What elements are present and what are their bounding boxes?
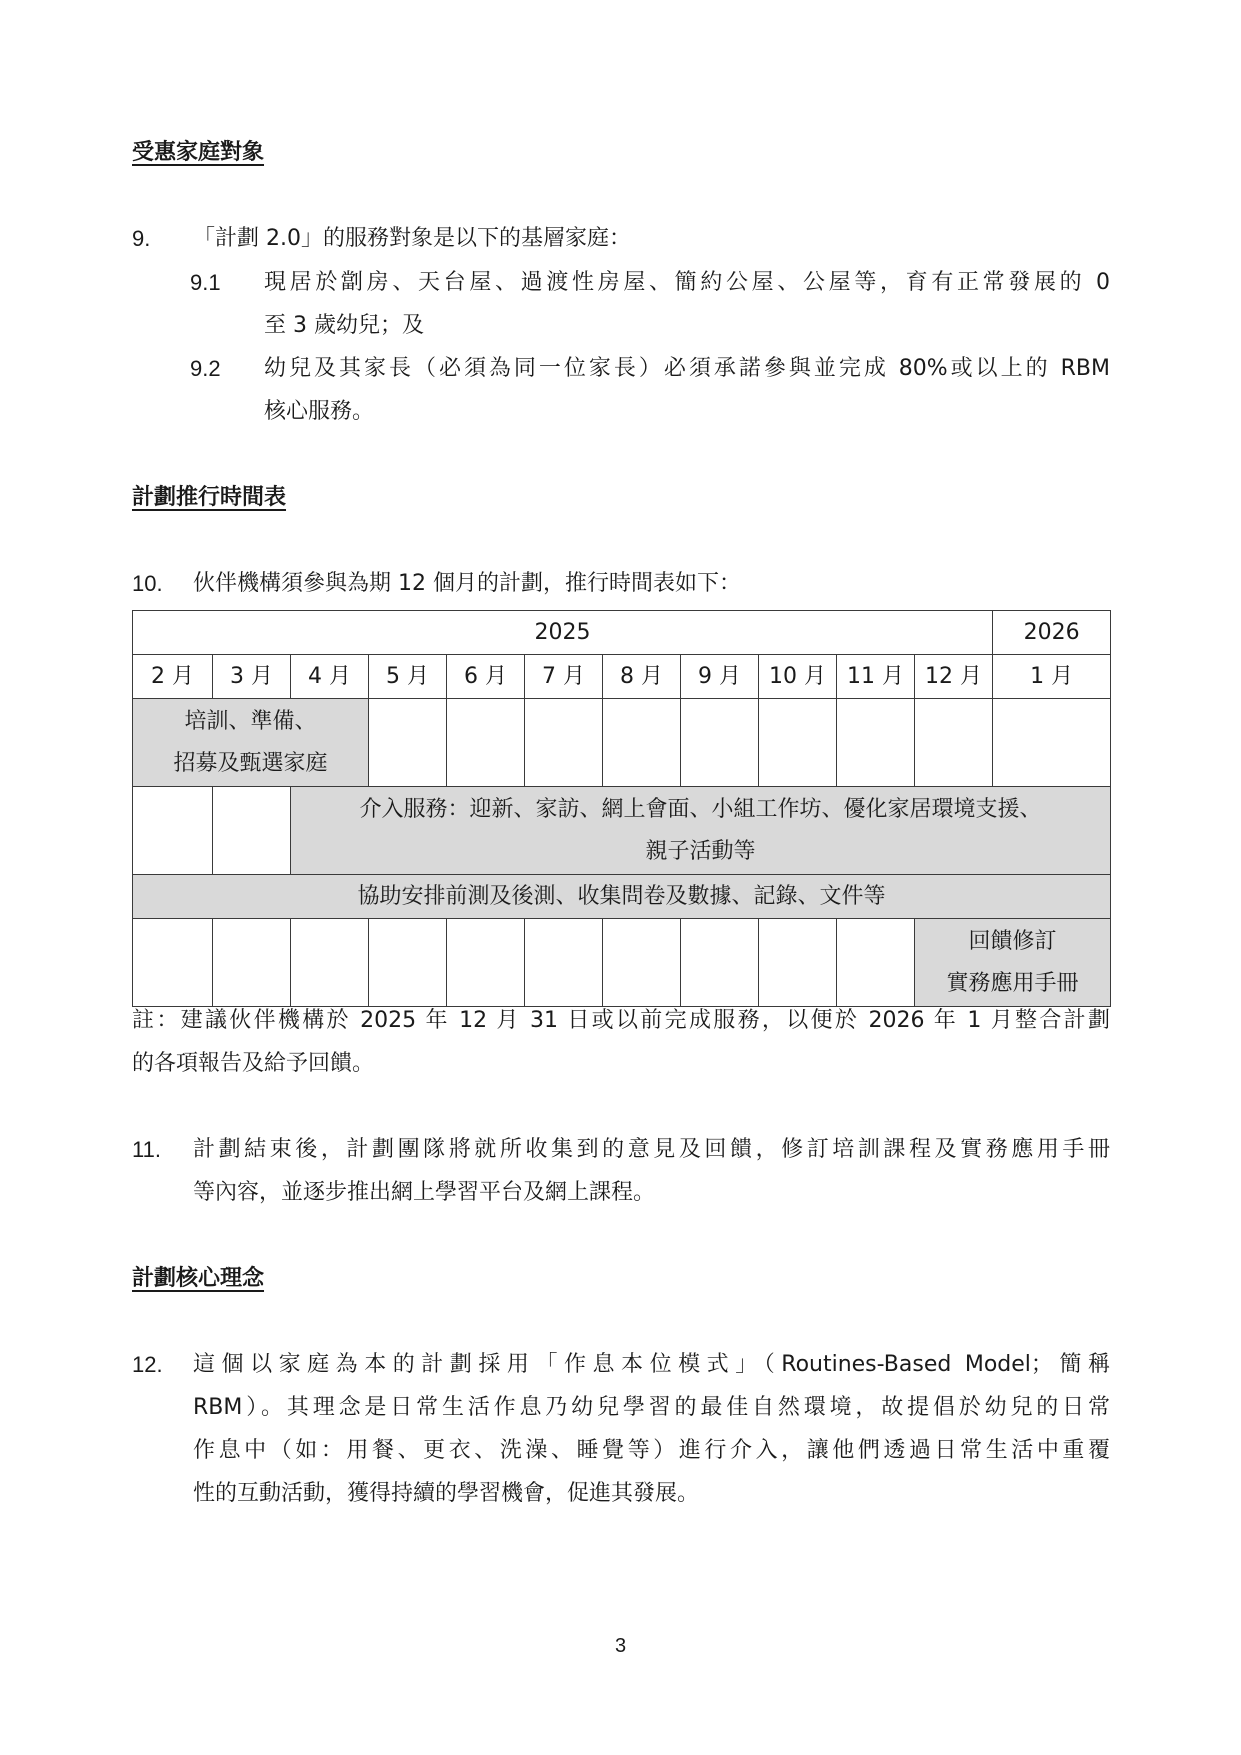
paragraph-text: 伙伴機構須參與為期 12 個月的計劃，推行時間表如下：: [193, 571, 741, 596]
paragraph-text: 作息中（如：用餐、更衣、洗澡、睡覺等）進行介入，讓他們透過日常生活中重覆: [193, 1438, 1110, 1463]
month-header: 7 月: [525, 655, 603, 699]
empty-cell: [603, 919, 681, 1007]
empty-cell: [759, 919, 837, 1007]
month-header: 8 月: [603, 655, 681, 699]
subparagraph-number: 9.1: [190, 270, 221, 295]
timeline-bar-training: [133, 699, 369, 787]
paragraph-text: 這個以家庭為本的計劃採用「作息本位模式」（Routines-Based Model；簡稱: [193, 1352, 1110, 1377]
paragraph-text: 等內容，並逐步推出網上學習平台及網上課程。: [193, 1180, 656, 1205]
year-header-2026: 2026: [993, 611, 1111, 655]
month-header: 12 月: [915, 655, 993, 699]
empty-cell: [447, 919, 525, 1007]
month-header: 11 月: [837, 655, 915, 699]
empty-cell: [133, 787, 213, 875]
empty-cell: [213, 919, 291, 1007]
subparagraph-text: 幼兒及其家長（必須為同一位家長）必須承諾參與並完成 80%或以上的 RBM: [264, 356, 1110, 381]
timeline-bar-label: 介入服務：迎新、家訪、網上會面、小組工作坊、優化家居環境支援、: [359, 796, 1042, 822]
month-header: 2 月: [133, 655, 213, 699]
paragraph-text: 計劃結束後，計劃團隊將就所收集到的意見及回饋，修訂培訓課程及實務應用手冊: [193, 1137, 1110, 1162]
paragraph-number: 10.: [132, 571, 163, 596]
empty-cell: [759, 699, 837, 787]
timeline-bar-feedback: [915, 919, 1111, 1007]
empty-cell: [603, 699, 681, 787]
timeline-bar-assist: 協助安排前測及後測、收集問卷及數據、記錄、文件等: [133, 875, 1111, 919]
paragraph-text: RBM）。其理念是日常生活作息乃幼兒學習的最佳自然環境，故提倡於幼兒的日常: [193, 1395, 1110, 1420]
paragraph-text: 性的互動活動，獲得持續的學習機會，促進其發展。: [193, 1481, 700, 1506]
empty-cell: [681, 919, 759, 1007]
paragraph-number: 11.: [132, 1137, 161, 1162]
paragraph-text: 「計劃 2.0」的服務對象是以下的基層家庭：: [193, 226, 631, 251]
empty-cell: [291, 919, 369, 1007]
empty-cell: [213, 787, 291, 875]
section-heading-timeline: 計劃推行時間表: [132, 485, 287, 510]
empty-cell: [837, 919, 915, 1007]
timeline-bar-label: 親子活動等: [645, 838, 756, 864]
table-note: 的各項報告及給予回饋。: [132, 1051, 375, 1076]
section-heading-beneficiaries: 受惠家庭對象: [132, 140, 265, 165]
empty-cell: [447, 699, 525, 787]
empty-cell: [369, 919, 447, 1007]
subparagraph-text: 核心服務。: [264, 399, 375, 424]
page-number: 3: [614, 1635, 627, 1657]
empty-cell: [837, 699, 915, 787]
year-header-2025: 2025: [133, 611, 993, 655]
timeline-table: [132, 610, 1111, 1007]
empty-cell: [681, 699, 759, 787]
empty-cell: [369, 699, 447, 787]
timeline-bar-label: 招募及甄選家庭: [173, 750, 328, 776]
month-header: 1 月: [993, 655, 1111, 699]
empty-cell: [133, 919, 213, 1007]
paragraph-number: 9.: [132, 226, 151, 251]
empty-cell: [525, 919, 603, 1007]
subparagraph-number: 9.2: [190, 356, 221, 381]
empty-cell: [525, 699, 603, 787]
section-heading-core: 計劃核心理念: [132, 1266, 265, 1291]
month-header: 9 月: [681, 655, 759, 699]
month-header: 3 月: [213, 655, 291, 699]
timeline-bar-label: 培訓、準備、: [184, 708, 317, 734]
month-header: 4 月: [291, 655, 369, 699]
empty-cell: [993, 699, 1111, 787]
month-header: 6 月: [447, 655, 525, 699]
timeline-bar-label: 回饋修訂: [968, 928, 1057, 954]
empty-cell: [915, 699, 993, 787]
paragraph-number: 12.: [132, 1352, 163, 1377]
table-note: 註：建議伙伴機構於 2025 年 12 月 31 日或以前完成服務，以便於 2026 年 1 月整合計劃: [132, 1008, 1110, 1033]
subparagraph-text: 至 3 歲幼兒；及: [264, 313, 424, 338]
month-header: 5 月: [369, 655, 447, 699]
timeline-bar-intervention: [291, 787, 1111, 875]
timeline-bar-label: 實務應用手冊: [946, 970, 1079, 996]
month-header: 10 月: [759, 655, 837, 699]
subparagraph-text: 現居於劏房、天台屋、過渡性房屋、簡約公屋、公屋等，育有正常發展的 0: [264, 270, 1110, 295]
